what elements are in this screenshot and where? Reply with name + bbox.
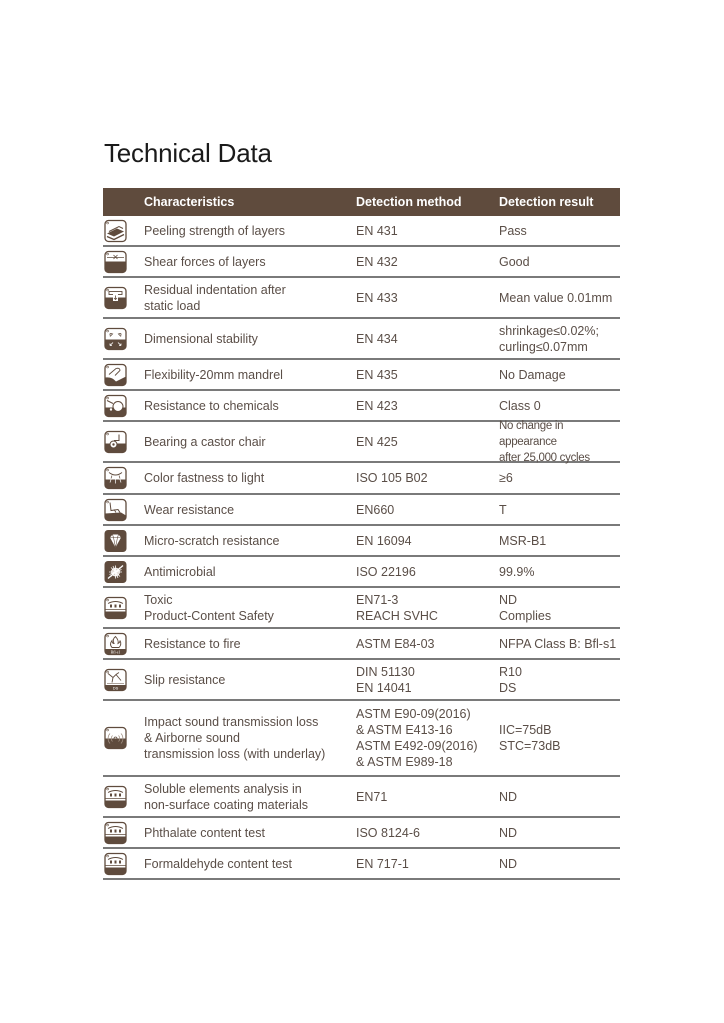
detection-method-cell: EN 16094: [356, 533, 412, 548]
header-detection-method: Detection method: [356, 195, 462, 209]
svg-text:Bfl-s1: Bfl-s1: [110, 650, 121, 654]
chemicals-icon: [104, 394, 127, 417]
detection-method-cell: ISO 8124-6: [356, 825, 420, 840]
characteristic-cell: Impact sound transmission loss & Airborne sound transmission loss (with underlay): [144, 715, 326, 761]
characteristic-cell: Residual indentation after static load: [144, 282, 286, 313]
detection-method-cell: EN71-3 REACH SVHC: [356, 592, 438, 623]
detection-method-cell: EN 433: [356, 290, 398, 305]
detection-method-cell: EN 434: [356, 331, 398, 346]
characteristic-cell: Antimicrobial: [144, 564, 216, 579]
characteristic-cell: Phthalate content test: [144, 825, 265, 840]
detection-method-cell: ASTM E84-03: [356, 636, 435, 651]
detection-result-cell: ≥6: [499, 471, 513, 485]
detection-method-cell: EN 431: [356, 223, 398, 238]
detection-result-cell: No Damage: [499, 367, 566, 382]
detection-result-cell: Mean value 0.01mm: [499, 290, 613, 305]
detection-result-cell: ND: [499, 825, 518, 840]
castor-chair-icon: [104, 430, 127, 453]
detection-result-cell: IIC=75dB STC=73dB: [499, 723, 561, 753]
detection-method-cell: EN71: [356, 789, 388, 804]
detection-method-cell: EN 423: [356, 398, 398, 413]
table-row: [103, 849, 620, 880]
sound-icon: [104, 727, 127, 750]
table-row: [103, 818, 620, 849]
detection-result-cell: Class 0: [499, 398, 541, 413]
table-row: [103, 360, 620, 391]
diamond-icon: [104, 529, 127, 552]
table-row: [103, 419, 620, 464]
table-row: [103, 278, 620, 319]
characteristic-cell: Resistance to fire: [144, 636, 241, 651]
table-row: [103, 247, 620, 278]
fire-icon: [104, 632, 127, 655]
slip-icon: [104, 668, 127, 691]
table-row: [103, 588, 620, 629]
table-row: [103, 319, 620, 360]
characteristic-cell: Color fastness to light: [144, 471, 265, 485]
detection-result-cell: ND: [499, 856, 518, 871]
detection-method-cell: ISO 22196: [356, 564, 416, 579]
content-safety-icon: [104, 821, 127, 844]
table-header: [103, 188, 620, 216]
detection-result-cell: T: [499, 502, 507, 517]
shear-forces-icon: [104, 250, 127, 273]
table-row: [103, 557, 620, 588]
detection-method-cell: EN 717-1: [356, 856, 409, 871]
table-row: [103, 463, 620, 495]
table-row: [103, 777, 620, 818]
table-row: [103, 629, 620, 660]
table-row: [103, 701, 620, 777]
characteristic-cell: Soluble elements analysis in non-surface coating materials: [144, 781, 308, 812]
detection-method-cell: ASTM E90-09(2016) & ASTM E413-16 ASTM E492-09(2016) & ASTM E989-18: [356, 707, 478, 769]
peeling-layers-icon: [104, 219, 127, 242]
dimensional-stability-icon: [104, 327, 127, 350]
wear-resistance-icon: [104, 498, 127, 521]
detection-result-cell: ND: [499, 789, 518, 804]
flexibility-mandrel-icon: [104, 363, 127, 386]
characteristic-cell: Shear forces of layers: [144, 254, 266, 269]
detection-result-cell: Good: [499, 254, 530, 269]
characteristic-cell: Micro-scratch resistance: [144, 533, 280, 548]
antimicrobial-icon: [104, 560, 127, 583]
characteristic-cell: Flexibility-20mm mandrel: [144, 367, 283, 382]
characteristic-cell: Resistance to chemicals: [144, 398, 279, 413]
technical-data-table: [103, 188, 620, 880]
detection-method-cell: ISO 105 B02: [356, 471, 428, 485]
content-safety-icon: [104, 785, 127, 808]
detection-result-cell: shrinkage≤0.02%; curling≤0.07mm: [499, 323, 599, 354]
table-row: [103, 660, 620, 701]
detection-result-cell: R10 DS: [499, 664, 522, 695]
header-characteristics: Characteristics: [144, 195, 235, 209]
characteristic-cell: Peeling strength of layers: [144, 223, 286, 238]
table-row: [103, 495, 620, 526]
detection-result-cell: MSR-B1: [499, 533, 547, 548]
detection-result-cell: ND Complies: [499, 592, 552, 623]
detection-result-cell: 99.9%: [499, 564, 535, 579]
detection-method-cell: EN 435: [356, 367, 398, 382]
page-title: Technical Data: [104, 138, 272, 168]
characteristic-cell: Wear resistance: [144, 502, 235, 517]
content-safety-icon: [104, 852, 127, 875]
characteristic-cell: Dimensional stability: [144, 331, 258, 346]
light-fastness-icon: [104, 467, 127, 490]
table-row: [103, 526, 620, 557]
detection-method-cell: DIN 51130 EN 14041: [356, 664, 415, 695]
table-row: [103, 216, 620, 247]
detection-result-cell: Pass: [499, 223, 527, 238]
characteristic-cell: Slip resistance: [144, 672, 226, 687]
residual-indentation-icon: [104, 286, 127, 309]
detection-method-cell: EN 432: [356, 254, 398, 269]
characteristic-cell: Toxic Product-Content Safety: [144, 592, 274, 623]
detection-method-cell: EN 425: [356, 434, 398, 449]
header-detection-result: Detection result: [499, 195, 594, 209]
svg-text:DS: DS: [112, 685, 119, 690]
detection-result-cell: NFPA Class B: Bfl-s1: [499, 636, 617, 651]
table-body: [103, 216, 620, 880]
characteristic-cell: Bearing a castor chair: [144, 434, 266, 449]
detection-method-cell: EN660: [356, 502, 395, 517]
content-safety-icon: [104, 596, 127, 619]
detection-result-cell: No change in appearance after 25,000 cycles: [499, 419, 590, 464]
characteristic-cell: Formaldehyde content test: [144, 856, 292, 871]
